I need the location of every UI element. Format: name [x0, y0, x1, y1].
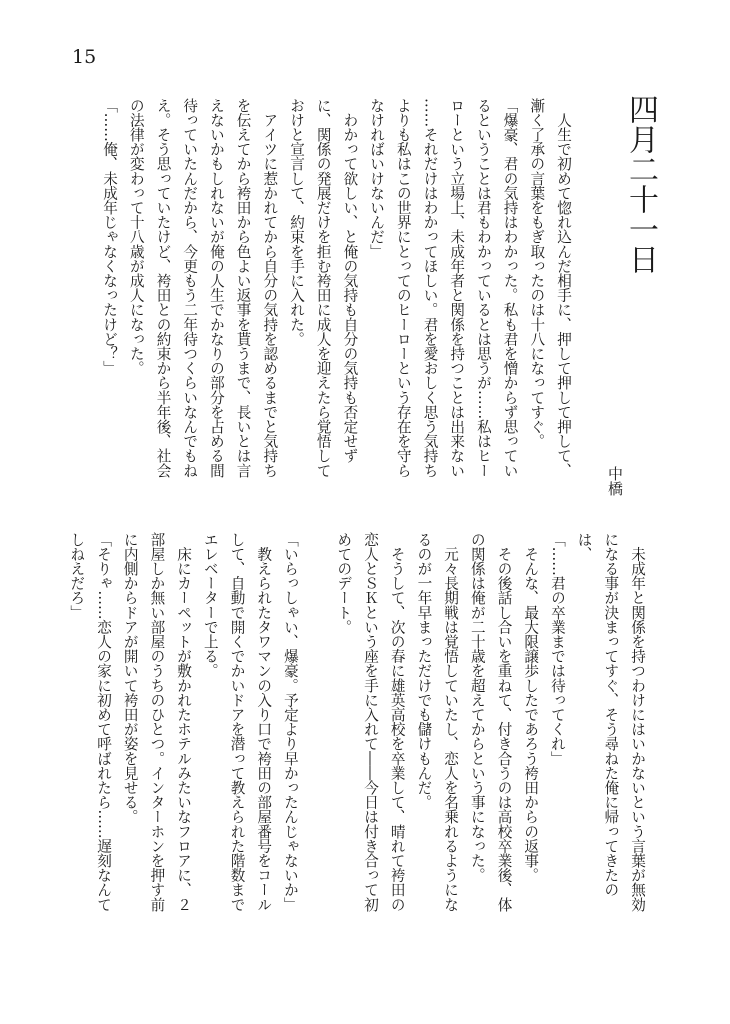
text-column: 部屋しか無い部屋のうちのひとつ。インターホンを押す前: [148, 532, 166, 912]
text-column: 元々長期戦は覚悟していたし、恋人を名乗れるようにな: [442, 532, 460, 912]
text-column: そんな、最大限譲歩したであろう袴田からの返事。: [522, 532, 540, 883]
text-column: は、: [575, 532, 593, 562]
text-column: になる事が決まってすぐ、そう尋ねた俺に帰ってきたの: [602, 532, 620, 897]
author-name: 中橋: [606, 466, 624, 496]
text-column: るのが一年早まっただけでも儲けもんだ。: [415, 532, 433, 810]
text-column: エレベーターで上る。: [201, 532, 219, 678]
text-column: めてのデート。: [335, 532, 353, 635]
text-column: 教えられたタワマンの入り口で袴田の部屋番号をコール: [255, 532, 273, 912]
page-number: 15: [72, 46, 97, 68]
text-column: 「……君の卒業までは待ってくれ」: [548, 532, 566, 766]
text-column: アイツに惹かれてから自分の気持を認めるまでと気持ち: [261, 98, 279, 478]
text-column: わかって欲しい、と俺の気持も自分の気持も否定せず: [341, 98, 359, 463]
text-column: 「いらっしゃい、爆豪。予定より早かったんじゃないか」: [281, 532, 299, 912]
text-column: えないかもしれないが俺の人生でかなりの部分を占める間: [207, 98, 225, 478]
text-column: を伝えてから袴田から色よい返事を貰うまで、長いとは言: [234, 98, 252, 478]
chapter-title: 四月二十一日: [623, 94, 658, 274]
text-column: に、関係の発展だけを拒む袴田に成人を迎えたら覚悟して: [314, 98, 332, 478]
text-column: に内側からドアが開いて袴田が姿を見せる。: [121, 532, 139, 824]
text-column: なければいけないんだ」: [368, 98, 386, 259]
text-column: おけと宣言して、約束を手に入れた。: [288, 98, 305, 347]
text-column: 未成年と関係を持つわけにはいかないという言葉が無効: [629, 532, 646, 912]
text-column: 床にカーペットが敷かれたホテルみたいなフロアに、２: [175, 532, 193, 912]
text-column: るということは君もわかっているとは思うが……私はヒー: [474, 98, 492, 478]
text-column: 「爆豪、君の気持はわかった。私も君を憎からず思ってい: [501, 98, 519, 478]
text-column: 待っていたんだから、今更もう二年待つくらいなんでもね: [181, 98, 199, 478]
text-column: ……それだけはわかってほしい。君を愛おしく思う気持ち: [421, 98, 439, 478]
text-column: して、自動で開くでかいドアを潜って教えられた階数まで: [228, 532, 246, 912]
text-column: 漸く了承の言葉をもぎ取ったのは十八になってすぐ。: [528, 98, 546, 449]
text-column: その後話し合いを重ねて、付き合うのは高校卒業後、体: [495, 532, 513, 912]
text-column: 恋人とＳＫという座を手に入れて――今日は付き合って初: [362, 532, 379, 912]
text-column: の法律が変わって十八歳が成人になった。: [127, 98, 145, 376]
text-column: ローという立場上、未成年者と関係を持つことは出来ない: [448, 98, 466, 478]
text-column: そうして、次の春に雄英高校を卒業して、晴れて袴田の: [388, 532, 406, 912]
text-column: の関係は俺が二十歳を超えてからという事になった。: [468, 532, 486, 883]
text-column: え。そう思っていたけど、袴田との約束から半年後、社会: [154, 98, 172, 478]
text-column: 「そりゃ……恋人の家に初めて呼ばれたら……遅刻なんて: [95, 532, 112, 912]
text-column: 人生で初めて惚れ込んだ相手に、押して押して押して、: [555, 98, 572, 478]
text-column: よりも私はこの世界にとってのヒーローという存在を守ら: [394, 98, 412, 478]
text-column: 「……俺、未成年じゃなくなったけど？」: [101, 98, 119, 376]
text-column: しねえだろ」: [68, 532, 86, 620]
